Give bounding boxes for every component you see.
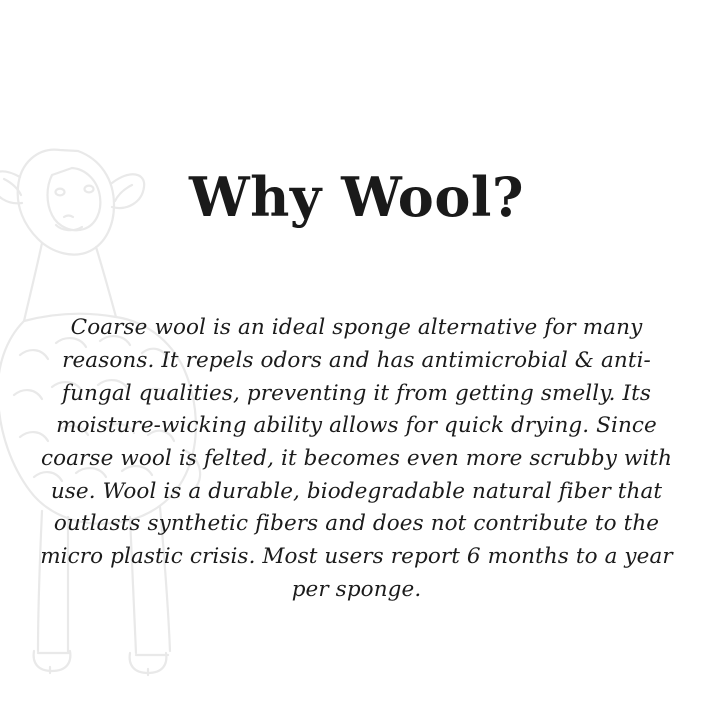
body-paragraph: Coarse wool is an ideal sponge alternative for many reasons. It repels odors and has antimicrobial & anti-fungal qualities, preventing it from getting smelly. Its moisture-wicking ability allows for quick drying. Since coarse wool is felted, it becomes even more scrubby with use. Wool is a durable, biodegradable natural fiber that outlasts synthetic fibers and does not contribute to the micro plastic crisis. Most users report 6 months to a year per sponge. xyxy=(40,315,673,602)
page-title: Why Wool? xyxy=(188,165,524,229)
